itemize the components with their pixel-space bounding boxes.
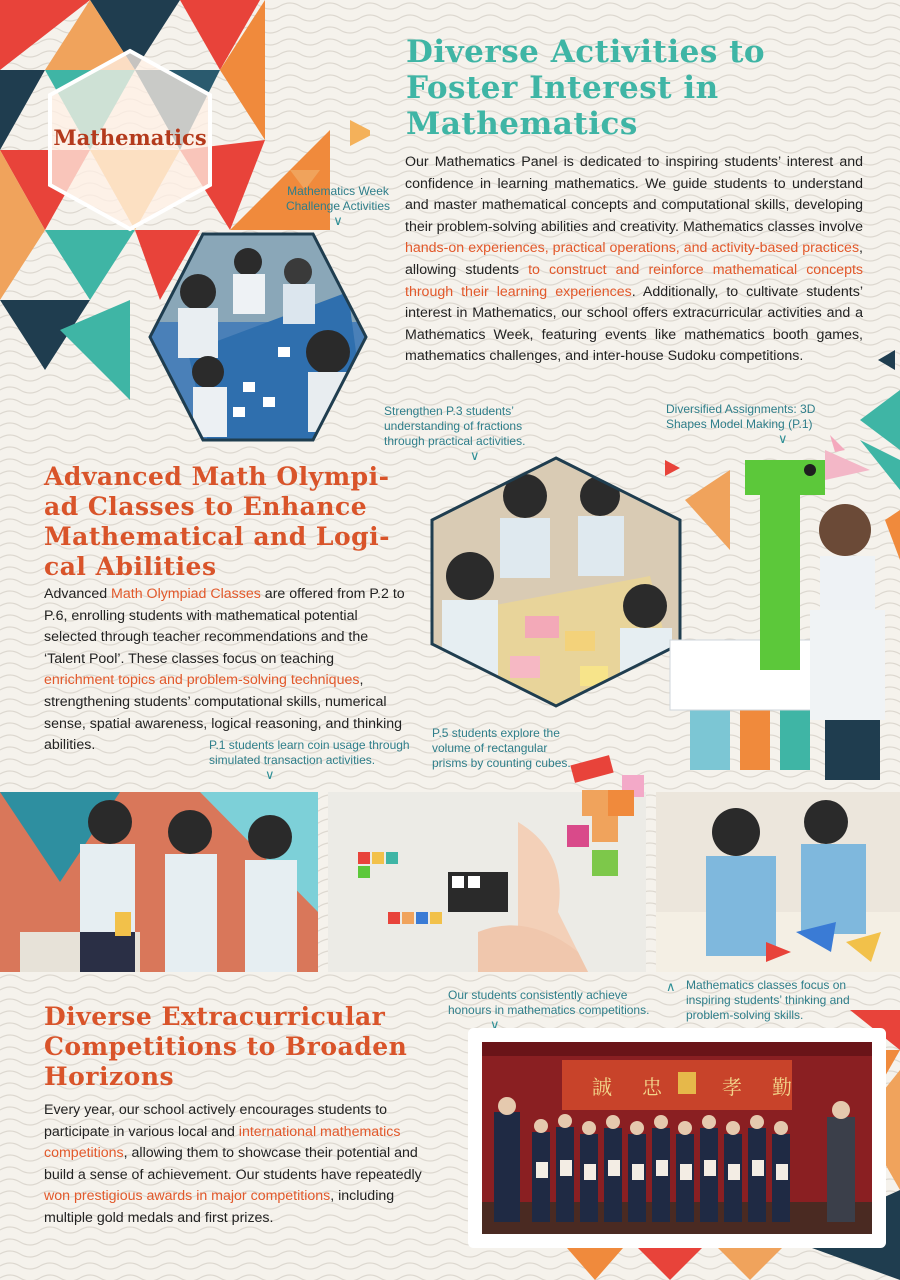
caption-line: Mathematics Week	[287, 184, 389, 198]
banner-char: 忠	[642, 1075, 662, 1099]
caption-line: volume of rectangular	[432, 741, 548, 755]
caption-line: honours in mathematics competitions.	[448, 1003, 650, 1017]
caption-thinking	[666, 978, 886, 1023]
photo-shapes-model	[660, 430, 900, 790]
caption-line: Our students consistently achieve	[448, 988, 628, 1002]
olympiad-text: are offered from P.2 to P.6, enrolling students with mathematical potential selected through teacher recommendations and the ‘Talent Pool’. These classes focus on teaching	[44, 586, 405, 667]
caption-line: Diversified Assignments: 3D	[666, 402, 816, 416]
main-title-line: Diverse Activities to	[406, 34, 766, 70]
intro-text: Our Mathematics Panel is dedicated to inspiring students’ interest and confidence in learning mathematics. We guide students to understand and master mathematical concepts and computational skills, developing their problem-solving abilities and creativity. Mathematics classes involve	[405, 154, 863, 235]
intro-paragraph	[405, 152, 863, 368]
caption-line: Challenge Activities	[285, 199, 391, 213]
caption-honours	[448, 988, 668, 1031]
caption-coins	[209, 738, 419, 781]
caption-line: problem-solving skills.	[686, 1008, 804, 1022]
caption-line: inspiring students’ thinking and	[686, 993, 850, 1007]
photo-math-week	[148, 232, 368, 442]
competitions-title-line: Horizons	[44, 1062, 175, 1091]
caption-fractions	[384, 404, 544, 462]
banner-char: 誠	[592, 1075, 612, 1099]
photo-award-group	[482, 1042, 872, 1234]
caption-line: Strengthen P.3 students’	[384, 404, 514, 418]
chevron-down-icon: ∨	[490, 1017, 500, 1032]
olympiad-paragraph	[44, 584, 408, 757]
intro-text: , allowing students	[405, 240, 863, 278]
photo-stamp-frame	[472, 1032, 882, 1244]
intro-highlight: to construct and reinforce mathematical concepts through their learning experiences	[405, 261, 863, 300]
olympiad-title-line: ad Classes to Enhance	[44, 492, 368, 521]
chevron-up-icon: ∧	[666, 979, 676, 994]
main-title-line: Foster Interest in	[406, 70, 719, 106]
caption-line: P.1 students learn coin usage through	[209, 738, 410, 752]
photo-thinking	[656, 792, 900, 972]
school-crest	[678, 1072, 696, 1094]
caption-line: understanding of fractions	[384, 419, 523, 433]
cubes-decoration	[562, 755, 662, 895]
olympiad-text: Advanced	[44, 586, 112, 602]
competitions-text: , including multiple gold medals and first prizes.	[44, 1188, 395, 1226]
main-title	[406, 34, 876, 142]
caption-line: Mathematics classes focus on	[686, 978, 847, 992]
competitions-title-line: Diverse Extracurricular	[44, 1002, 386, 1031]
olympiad-title-line: cal Abilities	[44, 552, 217, 581]
competitions-title-line: Competitions to Broaden	[44, 1032, 408, 1061]
photo-fractions	[430, 456, 682, 708]
chevron-down-icon: ∨	[470, 448, 480, 463]
olympiad-title	[44, 462, 444, 582]
caption-line: P.5 students explore the	[432, 726, 560, 740]
competitions-text: , allowing them to showcase their potential and build a sense of achievement. Our students have repeatedly	[44, 1145, 422, 1183]
banner-char: 勤	[772, 1075, 792, 1099]
competitions-text: Every year, our school actively encourages students to participate in various local and	[44, 1102, 388, 1140]
chevron-down-icon: ∨	[778, 431, 788, 446]
photo-coins	[0, 792, 318, 972]
olympiad-highlight: Math Olympiad Classes	[111, 586, 261, 602]
olympiad-highlight: enrichment topics and problem-solving techniques	[44, 672, 360, 689]
banner-char: 孝	[722, 1075, 742, 1099]
caption-line: through practical activities.	[384, 434, 526, 448]
section-label: Mathematics	[53, 125, 207, 150]
intro-highlight: hands-on experiences, practical operations, and activity-based practices	[405, 240, 860, 257]
chevron-down-icon: ∨	[265, 767, 275, 782]
chevron-down-icon: ∨	[333, 213, 343, 228]
olympiad-title-line: Advanced Math Olympi-	[44, 462, 390, 491]
olympiad-text: , strengthening students’ computational skills, numerical sense, spatial awareness, logical reasoning, and thinking abilities.	[44, 672, 403, 754]
competitions-highlight: won prestigious awards in major competitions	[44, 1188, 331, 1205]
intro-text: . Additionally, to cultivate students’ interest in Mathematics, our school offers extracurricular activities and a Mathematics Week, featuring events like mathematics booth games, mathematics challenges, and inter-house Sudoku competitions.	[405, 283, 863, 365]
competitions-highlight: international mathematics competitions	[44, 1123, 401, 1162]
competitions-title	[44, 1002, 464, 1092]
caption-line: prisms by counting cubes.	[432, 756, 571, 770]
olympiad-title-line: Mathematical and Logi-	[44, 522, 390, 551]
caption-math-week	[278, 184, 398, 227]
main-title-line: Mathematics	[406, 106, 638, 142]
caption-line: Shapes Model Making (P.1)	[666, 417, 813, 431]
competitions-paragraph	[44, 1100, 446, 1230]
caption-line: simulated transaction activities.	[209, 753, 376, 767]
